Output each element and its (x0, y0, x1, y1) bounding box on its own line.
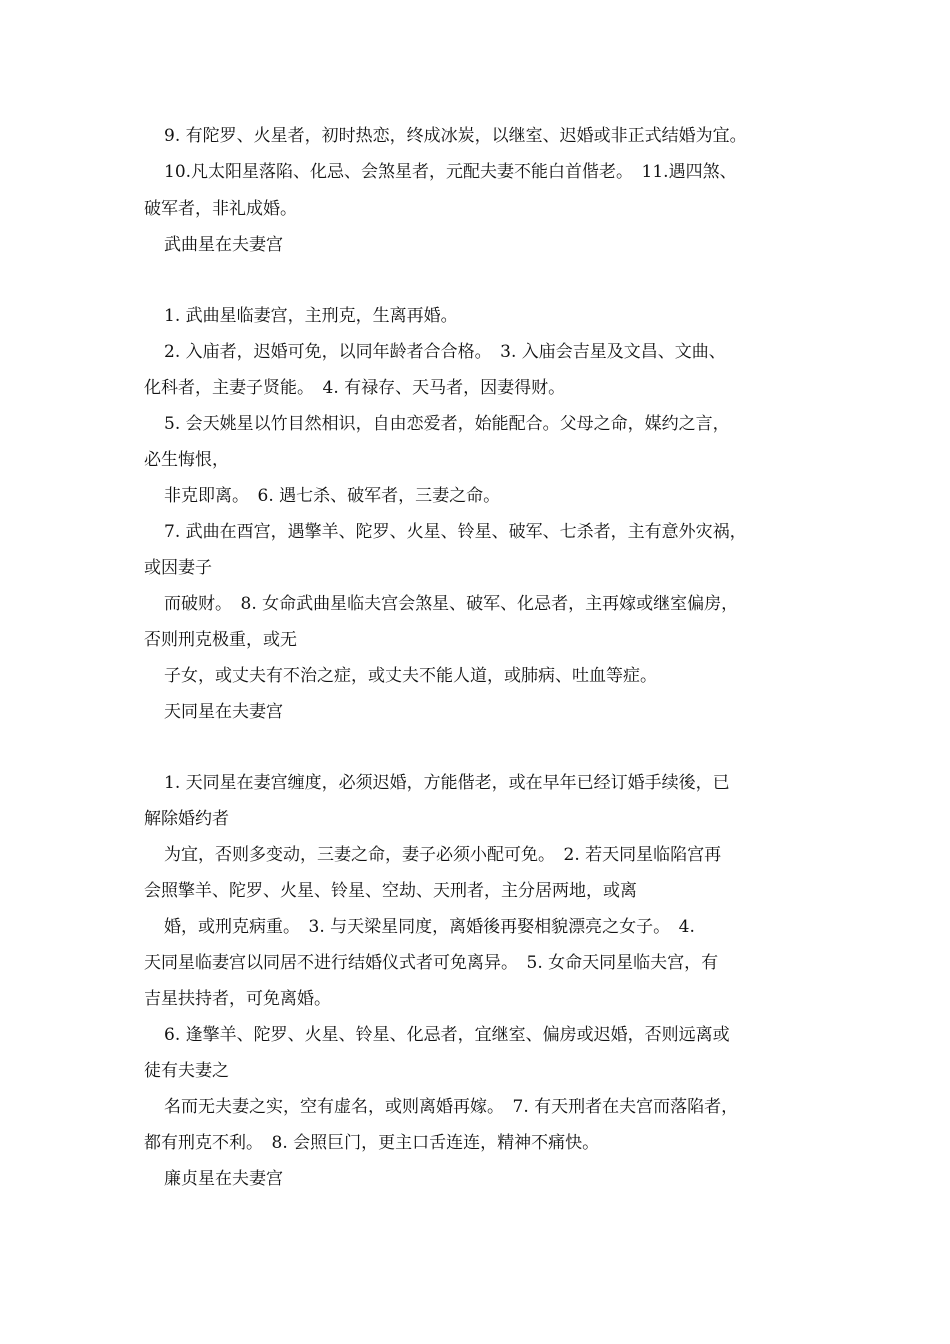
text-line: 破军者，非礼成婚。 (144, 199, 297, 219)
text-line: 都有刑克不利。 8. 会照巨门，更主口舌连连，精神不痛快。 (144, 1133, 600, 1153)
text-line: 7. 武曲在酉宫，遇擎羊、陀罗、火星、铃星、破军、七杀者，主有意外灾祸， (164, 522, 747, 542)
text-line: 9. 有陀罗、火星者，初时热恋，终成冰炭，以继室、迟婚或非正式结婚为宜。 (164, 126, 747, 146)
text-line: 徒有夫妻之 (144, 1061, 229, 1081)
text-line: 名而无夫妻之实，空有虚名，或则离婚再嫁。 7. 有天刑者在夫宫而落陷者， (164, 1097, 739, 1117)
text-line: 必生悔恨， (144, 450, 229, 470)
text-line: 会照擎羊、陀罗、火星、铃星、空劫、天刑者，主分居两地，或离 (144, 881, 637, 901)
text-line: 天同星临妻宫以同居不进行结婚仪式者可免离异。 5. 女命天同星临夫宫，有 (144, 953, 719, 973)
text-line: 或因妻子 (144, 558, 212, 578)
text-line: 解除婚约者 (144, 809, 229, 829)
text-line: 子女，或丈夫有不治之症，或丈夫不能人道，或肺病、吐血等症。 (164, 666, 657, 686)
text-line: 而破财。 8. 女命武曲星临夫宫会煞星、破军、化忌者，主再嫁或继室偏房， (164, 594, 739, 614)
section-heading: 天同星在夫妻宫 (164, 702, 283, 722)
text-line: 10.凡太阳星落陷、化忌、会煞星者，元配夫妻不能白首偕老。 11.遇四煞、 (164, 162, 737, 182)
text-line: 1. 武曲星临妻宫，主刑克，生离再婚。 (164, 306, 458, 326)
text-line: 6. 逢擎羊、陀罗、火星、铃星、化忌者，宜继室、偏房或迟婚，否则远离或 (164, 1025, 730, 1045)
text-line: 为宜，否则多变动，三妻之命，妻子必须小配可免。 2. 若天同星临陷宫再 (164, 845, 722, 865)
text-line: 1. 天同星在妻宫缠度，必须迟婚，方能偕老，或在早年已经订婚手续後，已 (164, 773, 730, 793)
text-line: 2. 入庙者，迟婚可免，以同年龄者合合格。 3. 入庙会吉星及文昌、文曲、 (164, 342, 726, 362)
text-line: 化科者，主妻子贤能。 4. 有禄存、天马者，因妻得财。 (144, 378, 566, 398)
section-heading: 廉贞星在夫妻宫 (164, 1169, 283, 1189)
section-heading: 武曲星在夫妻宫 (164, 235, 283, 255)
text-line: 婚，或刑克病重。 3. 与天梁星同度，离婚後再娶相貌漂亮之女子。 4. (164, 917, 695, 937)
text-line: 非克即离。 6. 遇七杀、破军者，三妻之命。 (164, 486, 501, 506)
text-line: 否则刑克极重，或无 (144, 630, 297, 650)
text-line: 吉星扶持者，可免离婚。 (144, 989, 331, 1009)
text-line: 5. 会天姚星以竹目然相识，自由恋爱者，始能配合。父母之命，媒约之言， (164, 414, 730, 434)
